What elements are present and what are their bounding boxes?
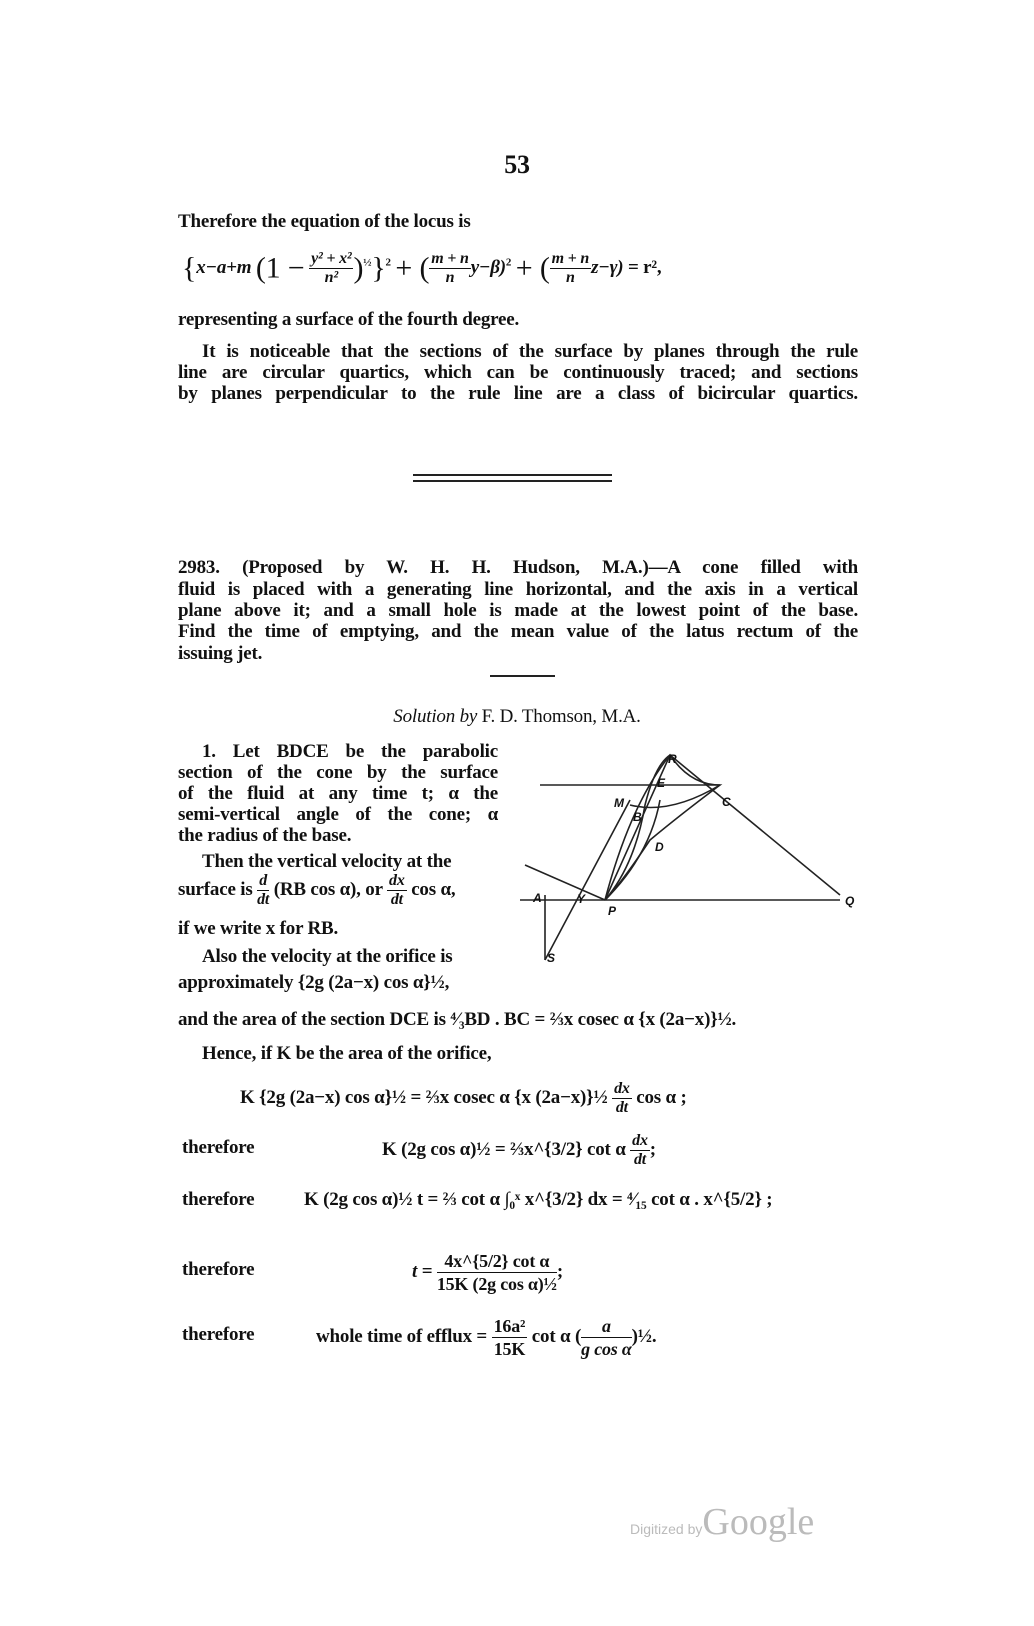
therefore-label: therefore bbox=[182, 1324, 255, 1345]
paragraph-line: line are circular quartics, which can be continuously traced; and sections bbox=[178, 362, 858, 383]
col-line: Then the vertical velocity at the bbox=[202, 851, 452, 872]
col-line: the radius of the base. bbox=[178, 825, 352, 846]
col-line: section of the cone by the surface bbox=[178, 762, 498, 783]
equation-4: t = $\frac{\text{4x\textasciicircum{}\{5/2\} cot α}}{\text{15K (2g cos α)½}}$ ; bbox=[412, 1251, 563, 1294]
therefore-label: therefore bbox=[182, 1137, 255, 1158]
figure-label: A bbox=[533, 891, 542, 905]
paragraph-line: by planes perpendicular to the rule line are a class of bicircular quartics. bbox=[178, 383, 858, 404]
figure-label: Y bbox=[577, 892, 586, 906]
therefore-label: therefore bbox=[182, 1259, 255, 1280]
approx-line: approximately {2g (2a−x) cos α}½, bbox=[178, 972, 450, 993]
figure-label: S bbox=[547, 951, 556, 965]
figure-label: C bbox=[722, 795, 731, 809]
equation-1: K {2g (2a−x) cos α}½ = ⅔x cosec α {x (2a−x)}½ $\frac{dx}{dt}$ cos α ; bbox=[240, 1080, 687, 1116]
double-rule-bottom bbox=[413, 480, 612, 482]
write-line: if we write x for RB. bbox=[178, 918, 339, 939]
cone-figure bbox=[520, 745, 860, 975]
google-watermark: Digitized byGoogle bbox=[630, 1501, 815, 1543]
page-number: 53 bbox=[504, 150, 530, 179]
problem-line: plane above it; and a small hole is made at the lowest point of the base. bbox=[178, 600, 858, 621]
problem-line: issuing jet. bbox=[178, 643, 263, 664]
figure-label: P bbox=[608, 904, 617, 918]
figure-label: Q bbox=[845, 894, 855, 908]
figure-label: B bbox=[633, 810, 642, 824]
figure-label: D bbox=[655, 840, 664, 854]
therefore-label: therefore bbox=[182, 1189, 255, 1210]
problem-line: Find the time of emptying, and the mean value of the latus rectum of the bbox=[178, 621, 858, 642]
problem-line: 2983. (Proposed by W. H. H. Hudson, M.A.)—A cone filled with bbox=[178, 557, 858, 578]
solution-heading: Solution by F. D. Thomson, M.A. bbox=[393, 706, 641, 727]
figure-label: M bbox=[614, 796, 624, 810]
equation-5: whole time of efflux = $\frac{\text{16a²}}{15K}$ cot α ( $\frac{a}{\text{g cos α}}$ )½. bbox=[316, 1316, 657, 1359]
col-line: semi-vertical angle of the cone; α bbox=[178, 804, 498, 825]
equation-2: K (2g cos α)½ = ⅔x^{3/2} cot α $\frac{dx}{dt}$ ; bbox=[382, 1132, 656, 1168]
intro-line: Therefore the equation of the locus is bbox=[178, 211, 471, 232]
surface-line: representing a surface of the fourth degree. bbox=[178, 309, 520, 330]
equation-3: K (2g cos α)½ t = ⅔ cot α ∫₀ˣ x^{3/2} dx = ⁴⁄₁₅ cot α . x^{5/2} ; bbox=[304, 1189, 773, 1210]
area-line: and the area of the section DCE is ⁴⁄₃BD . BC = ⅔x cosec α {x (2a−x)}½. bbox=[178, 1009, 737, 1030]
hence-line: Hence, if K be the area of the orifice, bbox=[202, 1043, 492, 1064]
figure-label: R bbox=[668, 752, 677, 766]
locus-equation: {x−a+m (1 − $\frac{\text{y² + x²}}{\text{n²}}$ )$^{\frac{1}{2}}$}$^2$ + ( $\frac{m + n}{n}$ y−β)$^2$ + ( $\frac{m + n}{n}$ z−γ) = r², bbox=[182, 250, 662, 286]
short-rule bbox=[490, 675, 555, 677]
double-rule-top bbox=[413, 474, 612, 476]
col-line: of the fluid at any time t; α the bbox=[178, 783, 498, 804]
problem-line: fluid is placed with a generating line horizontal, and the axis in a vertical bbox=[178, 579, 858, 600]
col-line: 1. Let BDCE be the parabolic bbox=[202, 741, 498, 762]
figure-label: E bbox=[657, 776, 666, 790]
paragraph-line: It is noticeable that the sections of the surface by planes through the rule bbox=[202, 341, 858, 362]
also-line: Also the velocity at the orifice is bbox=[202, 946, 453, 967]
surface-is-line: surface is $\frac{d}{dt}$ (RB cos α), or $\frac{dx}{dt}$ cos α, bbox=[178, 872, 456, 908]
